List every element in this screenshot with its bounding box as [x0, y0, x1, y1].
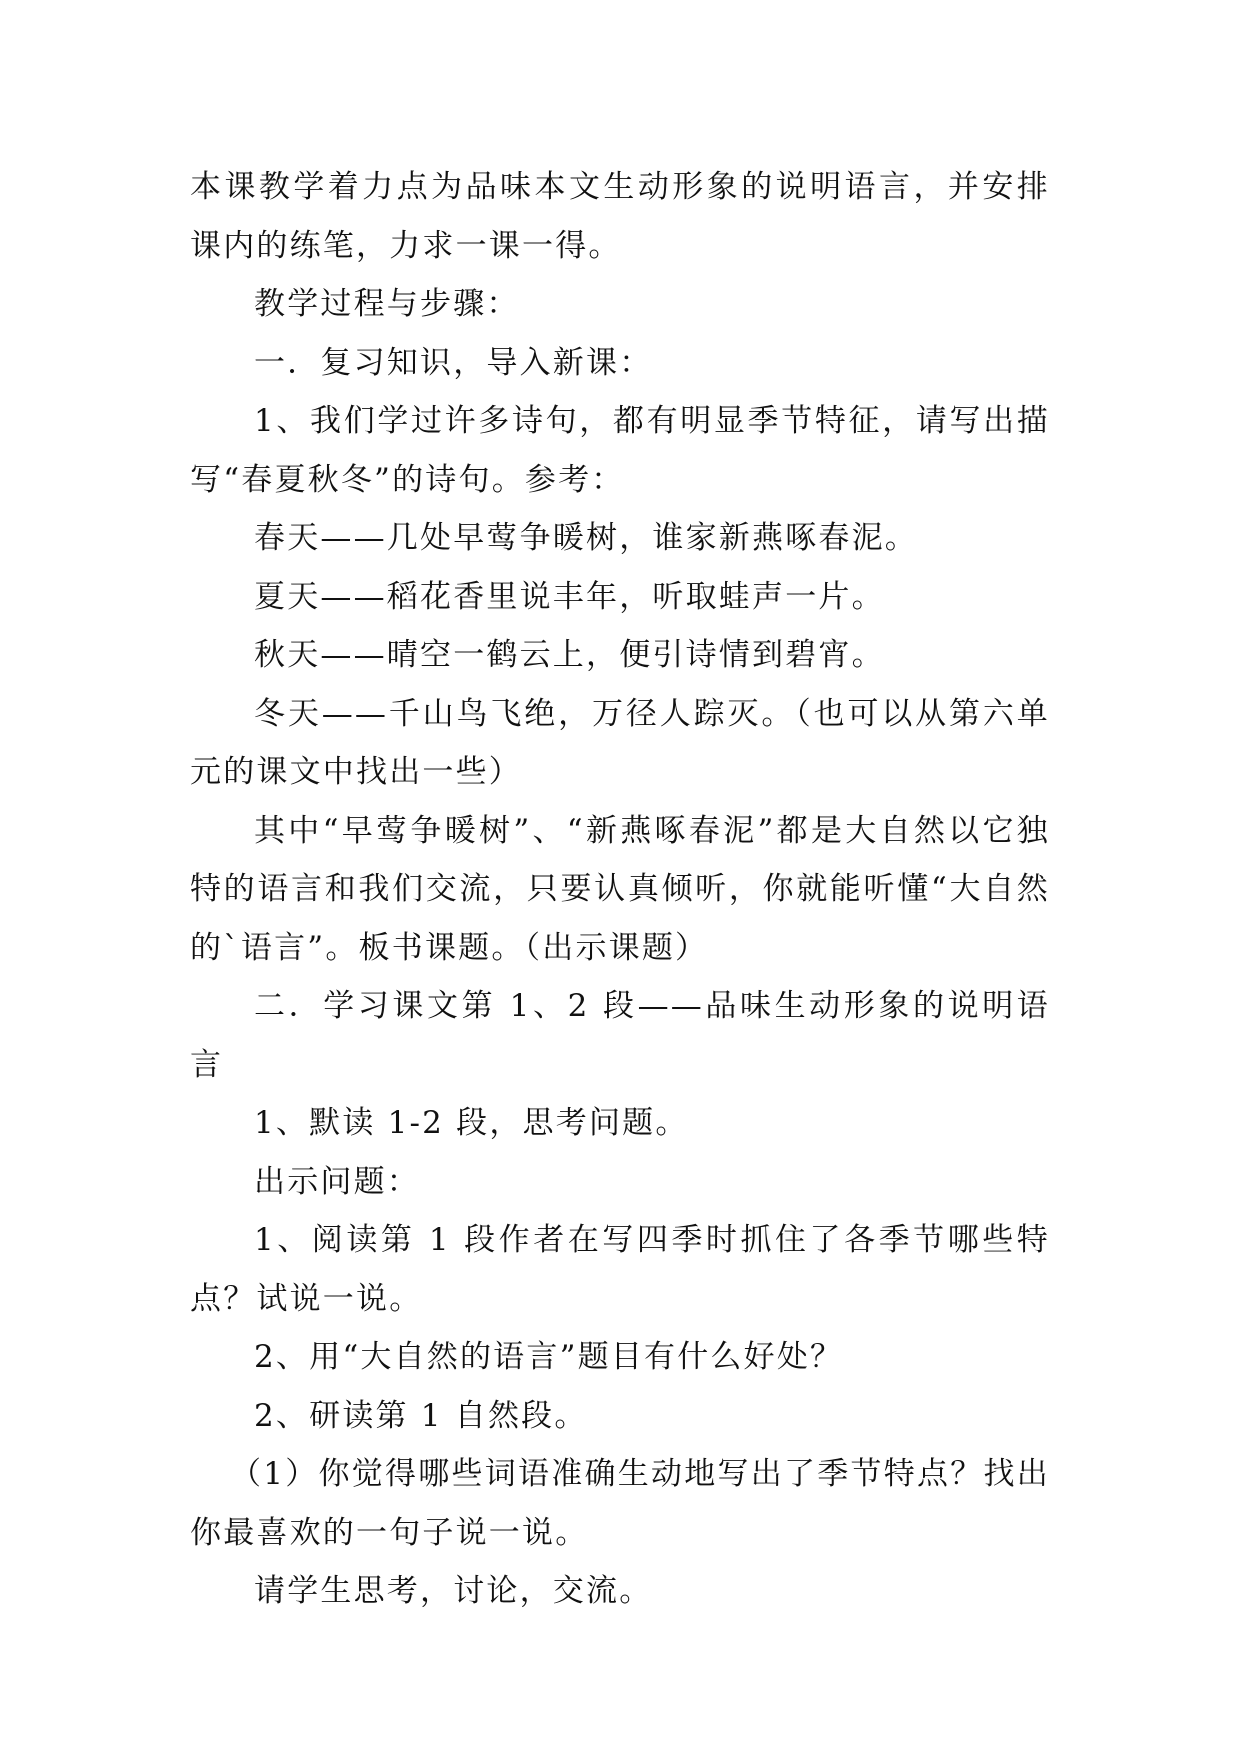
paragraph-spring-poem: 春天——几处早莺争暖树，谁家新燕啄春泥。 — [254, 520, 918, 556]
paragraph-autumn-poem: 秋天——晴空一鹤云上，便引诗情到碧宵。 — [254, 637, 885, 673]
paragraph-questions-heading: 出示问题： — [254, 1163, 420, 1200]
paragraph-teaching-focus: 本课教学着力点为品味本文生动形象的说明语言，并安排课内的练笔，力求一课一得。 — [190, 169, 1050, 264]
paragraph-question-one: 1、阅读第 1 段作者在写四季时抓住了各季节哪些特点？试说一说。 — [190, 1222, 1050, 1317]
paragraph-silent-reading: 1、默读 1-2 段，思考问题。 — [254, 1105, 689, 1141]
paragraph-winter-poem: 冬天——千山鸟飞绝，万径人踪灭。（也可以从第六单元的课文中找出一些） — [190, 695, 1050, 790]
paragraph-study-section-one: 2、研读第 1 自然段。 — [254, 1397, 588, 1434]
document-body — [190, 158, 1050, 1621]
paragraph-section-one-heading: 一．复习知识，导入新课： — [254, 344, 653, 381]
paragraph-sub-question-one: （1）你觉得哪些词语准确生动地写出了季节特点？找出你最喜欢的一句子说一说。 — [190, 1456, 1050, 1551]
paragraph-nature-language: 其中“早莺争暖树”、“新燕啄春泥”都是大自然以它独特的语言和我们交流，只要认真倾听，你就能听懂“大自然的`语言”。板书课题。（出示课题） — [190, 812, 1050, 966]
paragraph-summer-poem: 夏天——稻花香里说丰年，听取蛙声一片。 — [254, 578, 885, 615]
paragraph-poem-task: 1、我们学过许多诗句，都有明显季节特征，请写出描写“春夏秋冬”的诗句。参考： — [190, 403, 1050, 498]
paragraph-question-two: 2、用“大自然的语言”题目有什么好处？ — [254, 1339, 844, 1375]
paragraph-section-two-heading: 二．学习课文第 1、2 段——品味生动形象的说明语言 — [190, 988, 1050, 1083]
paragraph-process-heading: 教学过程与步骤： — [254, 286, 520, 322]
paragraph-discussion: 请学生思考，讨论，交流。 — [254, 1573, 653, 1609]
